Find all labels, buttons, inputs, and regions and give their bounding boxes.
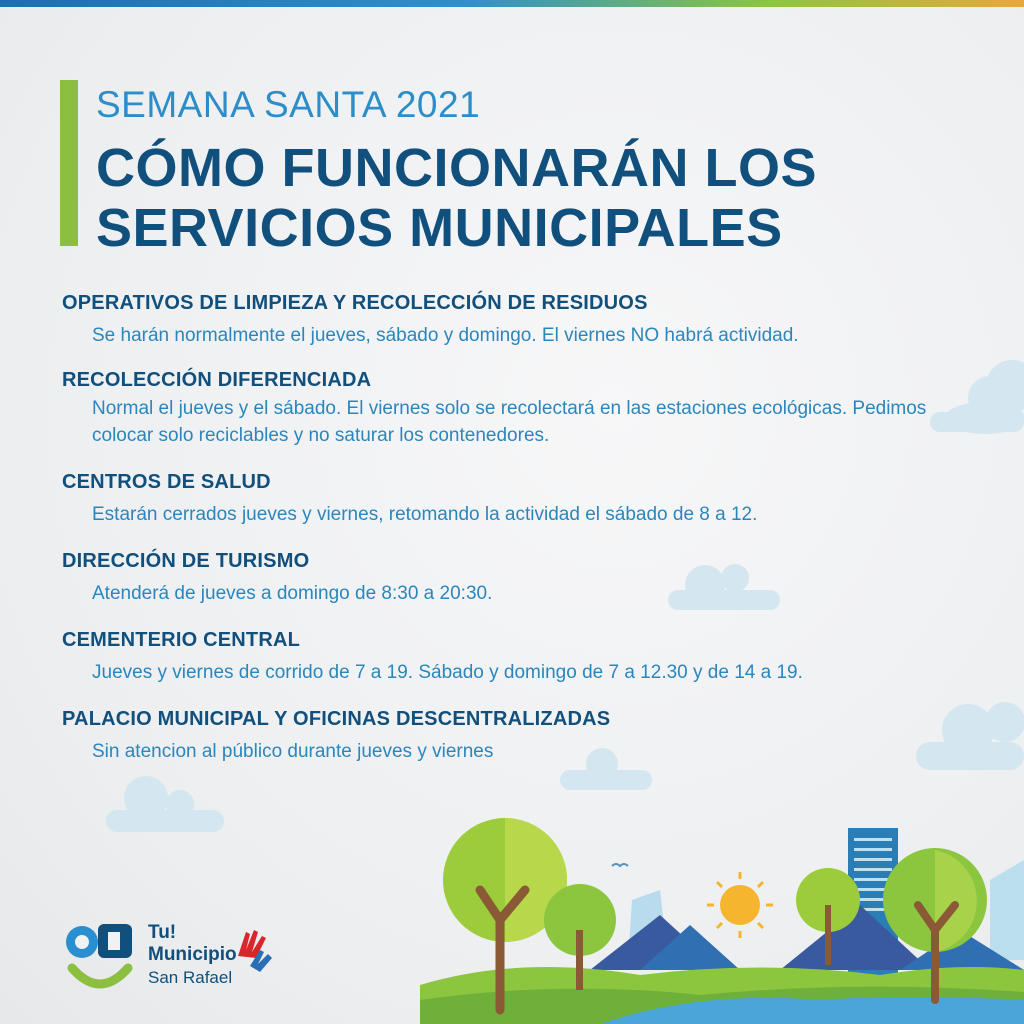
- title-line: CÓMO FUNCIONARÁN LOS: [96, 138, 817, 198]
- service-heading: CEMENTERIO CENTRAL: [62, 629, 301, 651]
- title-line: SERVICIOS MUNICIPALES: [96, 198, 783, 258]
- building-icon: [990, 860, 1024, 960]
- hands-icon: [232, 926, 276, 974]
- page-kicker: SEMANA SANTA 2021: [96, 84, 481, 125]
- bird-icon: [612, 864, 628, 866]
- service-heading: OPERATIVOS DE LIMPIEZA Y RECOLECCIÓN DE RESIDUOS: [62, 292, 648, 314]
- service-body: Jueves y viernes de corrido de 7 a 19. Sábado y domingo de 7 a 12.30 y de 14 a 19.: [92, 662, 803, 683]
- logo-subtitle: San Rafael: [148, 968, 233, 987]
- logo-line: Tu!: [148, 922, 177, 943]
- service-body: Normal el jueves y el sábado. El viernes solo se recolectará en las estaciones ecológicas. Pedimos colocar solo reciclables y no saturar los contenedores.: [92, 398, 927, 446]
- sun-icon: [707, 872, 773, 938]
- municipio-logo: [62, 918, 142, 998]
- service-body: Atenderá de jueves a domingo de 8:30 a 20:30.: [92, 583, 493, 604]
- logo-line: Municipio: [148, 944, 237, 965]
- service-body: Estarán cerrados jueves y viernes, retomando la actividad el sábado de 8 a 12.: [92, 504, 758, 525]
- service-body: Sin atencion al público durante jueves y viernes: [92, 741, 494, 762]
- logo-text: [148, 922, 237, 966]
- service-body: Se harán normalmente el jueves, sábado y domingo. El viernes NO habrá actividad.: [92, 325, 799, 346]
- service-heading: PALACIO MUNICIPAL Y OFICINAS DESCENTRALIZADAS: [62, 708, 611, 730]
- service-heading: DIRECCIÓN DE TURISMO: [62, 550, 310, 572]
- service-heading: CENTROS DE SALUD: [62, 471, 271, 493]
- service-heading: RECOLECCIÓN DIFERENCIADA: [62, 369, 372, 391]
